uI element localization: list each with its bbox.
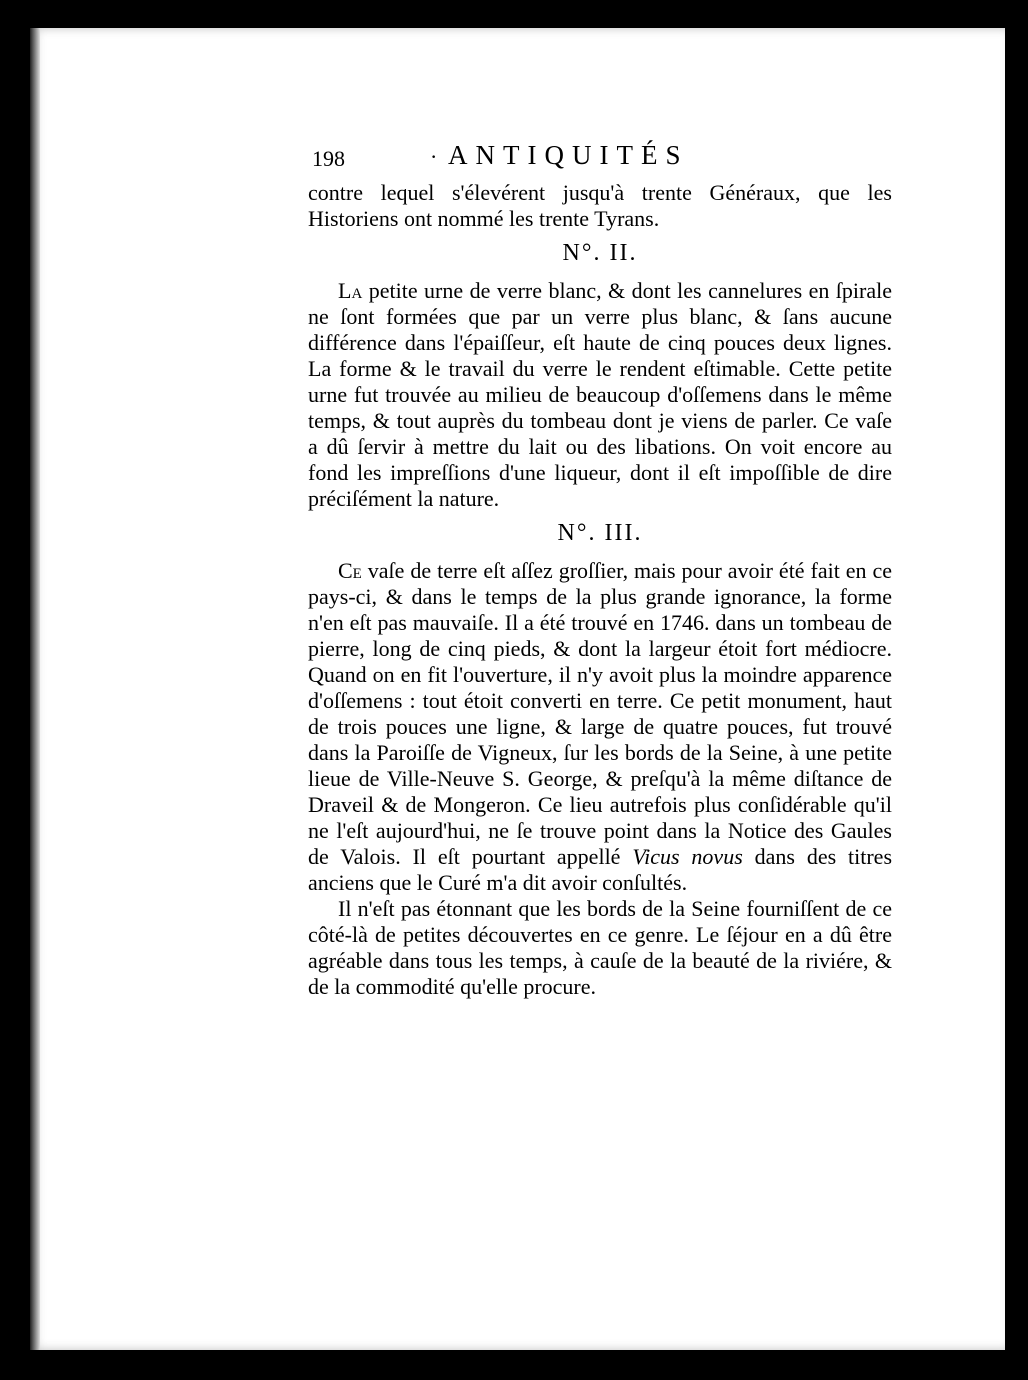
text-block [308, 142, 892, 1000]
page-number: 198 [312, 146, 345, 171]
running-head [308, 142, 892, 180]
paragraph-lead: La [338, 278, 363, 303]
running-title: ANTIQUITÉS [448, 140, 689, 170]
paragraph-text: petite urne de verre blanc, & dont les cannelures en ſpirale ne ſont formées que par un verre plus blanc, & ſans aucune différence dans l'épaiſſeur, eſt haute de cinq pouces deux lignes. La forme & le travail du verre le rendent eſtimable. Cette petite urne fut trouvée au milieu de beaucoup d'oſſemens dans le même temps, & tout auprès du tombeau dont je viens de parler. Ce vaſe a dû ſervir à mettre du lait ou des libations. On voit encore au fond les impreſſions d'une liqueur, dont il eſt impoſſible de dire préciſément la nature. [308, 278, 892, 511]
italic-term: Vicus novus [632, 844, 743, 869]
section-heading-2: N°. II. [562, 240, 638, 266]
intro-paragraph: contre lequel s'élevérent jusqu'à trente Généraux, que les Historiens ont nommé les trente Tyrans. [308, 180, 892, 231]
paragraph-seine: Il n'eſt pas étonnant que les bords de la Seine fourniſſent de ce côté-là de petites découvertes en ce genre. Le ſéjour en a dû être agréable dans tous les temps, à cauſe de la beauté de la riviére, & de la commodité qu'elle procure. [308, 896, 892, 999]
page-binding-edge [30, 28, 40, 1350]
paragraph-text: vaſe de terre eſt aſſez groſſier, mais pour avoir été fait en ce pays-ci, & dans le temps de la plus grande ignorance, la forme n'en eſt pas mauvaiſe. Il a été trouvé en 1746. dans un tombeau de pierre, long de cinq pieds, & dont la largeur étoit fort médiocre. Quand on en fit l'ouverture, il n'y avoit plus la moindre apparence d'oſſemens : tout étoit converti en terre. Ce petit monument, haut de trois pouces une ligne, & large de quatre pouces, fut trouvé dans la Paroiſſe de Vigneux, ſur les bords de la Seine, à une petite lieue de Ville-Neuve S. George, & preſqu'à la même diſtance de Draveil & de Mongeron. Ce lieu autrefois plus conſidérable qu'il ne l'eſt aujourd'hui, ne ſe trouve point dans la Notice des Gaules de Valois. Il eſt pourtant appellé [308, 558, 893, 869]
paragraph-urne [308, 278, 892, 512]
section-heading-3: N°. III. [557, 520, 643, 546]
paragraph-vase [308, 558, 892, 896]
header-dot: · [430, 144, 438, 169]
paragraph-lead: Ce [338, 558, 362, 583]
paragraph-text-after: dans des titres anciens que le Curé m'a dit avoir conſultés. [308, 844, 893, 895]
